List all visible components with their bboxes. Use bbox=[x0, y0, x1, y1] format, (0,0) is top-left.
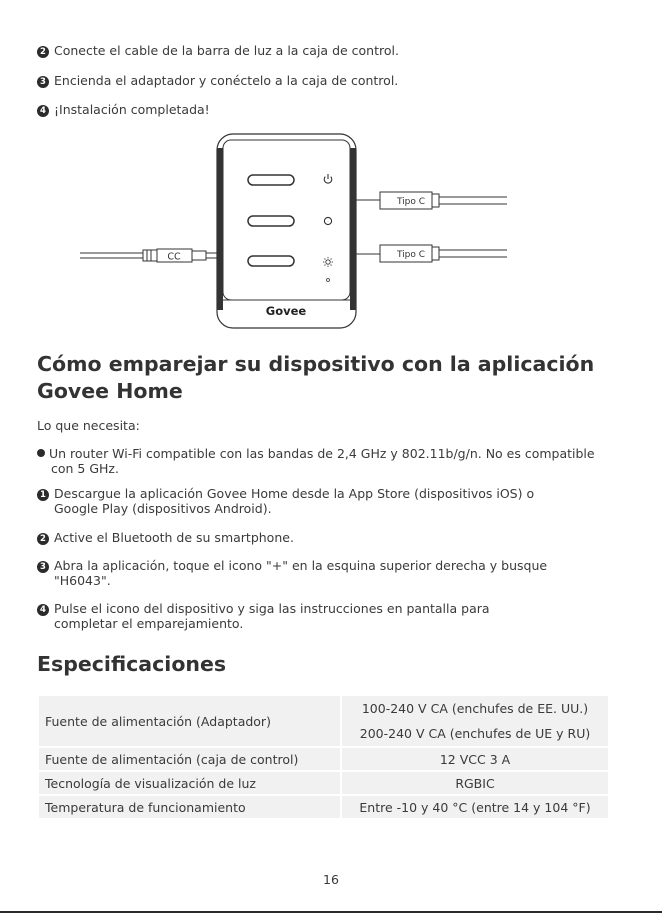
install-step-text: Encienda el adaptador y conéctelo a la caja de control. bbox=[54, 73, 399, 88]
pairing-title-line1: Cómo emparejar su dispositivo con la aplicación bbox=[37, 352, 595, 376]
install-step-text: ¡Instalación completada! bbox=[54, 102, 210, 117]
specs-table bbox=[37, 694, 610, 820]
install-step-2 bbox=[37, 43, 399, 58]
mode-button bbox=[248, 216, 294, 226]
install-step-4 bbox=[37, 102, 210, 117]
table-row bbox=[38, 747, 609, 771]
pairing-step-text-line1: Descargue la aplicación Govee Home desde la App Store (dispositivos iOS) o bbox=[54, 486, 535, 501]
spec-value: 12 VCC 3 A bbox=[341, 747, 609, 771]
step-number-badge: 2 bbox=[37, 46, 49, 58]
pairing-step-2 bbox=[37, 530, 294, 545]
spec-label: Temperatura de funcionamiento bbox=[38, 795, 341, 819]
spec-value-line2: 200-240 V CA (enchufes de UE y RU) bbox=[359, 726, 591, 741]
step-number-badge: 4 bbox=[37, 604, 49, 616]
brightness-button bbox=[248, 256, 294, 266]
spec-label: Fuente de alimentación (caja de control) bbox=[38, 747, 341, 771]
pairing-step-4 bbox=[37, 601, 490, 631]
power-button bbox=[248, 175, 294, 185]
usb-c-cable-1 bbox=[356, 192, 507, 209]
step-number-badge: 1 bbox=[37, 489, 49, 501]
pairing-step-3 bbox=[37, 558, 547, 588]
spec-value: Entre -10 y 40 °C (entre 14 y 104 °F) bbox=[341, 795, 609, 819]
spec-value-line1: 100-240 V CA (enchufes de EE. UU.) bbox=[361, 701, 589, 716]
usb-c-label-2: Tipo C bbox=[396, 250, 426, 260]
pairing-step-text-line1: Active el Bluetooth de su smartphone. bbox=[54, 530, 294, 545]
brand-logo: Govee bbox=[265, 304, 307, 318]
bullet-icon bbox=[37, 449, 45, 457]
table-row bbox=[38, 771, 609, 795]
usb-c-label-1: Tipo C bbox=[396, 197, 426, 207]
pairing-title-line2: Govee Home bbox=[37, 379, 183, 403]
requirement-item bbox=[37, 446, 595, 476]
specs-title: Especificaciones bbox=[37, 652, 227, 676]
dc-label: CC bbox=[167, 251, 181, 263]
footer-divider bbox=[0, 911, 662, 913]
spec-label: Tecnología de visualización de luz bbox=[38, 771, 341, 795]
requirement-text-line1: Un router Wi-Fi compatible con las bandas de 2,4 GHz y 802.11b/g/n. No es compatible bbox=[49, 446, 595, 461]
pairing-step-text-line1: Pulse el icono del dispositivo y siga las instrucciones en pantalla para bbox=[54, 601, 490, 616]
spec-label: Fuente de alimentación (Adaptador) bbox=[38, 695, 341, 747]
step-number-badge: 2 bbox=[37, 533, 49, 545]
step-number-badge: 3 bbox=[37, 561, 49, 573]
pairing-step-text-line1: Abra la aplicación, toque el icono "+" en la esquina superior derecha y busque bbox=[54, 558, 548, 573]
requirement-text-line2: con 5 GHz. bbox=[51, 461, 119, 476]
pairing-step-text-line2: "H6043". bbox=[54, 573, 111, 588]
usb-c-cable-2 bbox=[356, 245, 507, 262]
spec-value: RGBIC bbox=[341, 771, 609, 795]
page-number: 16 bbox=[323, 872, 339, 887]
control-box-diagram bbox=[0, 128, 662, 333]
spec-value bbox=[341, 695, 609, 747]
control-box bbox=[217, 134, 356, 328]
table-row bbox=[38, 695, 609, 747]
step-number-badge: 4 bbox=[37, 105, 49, 117]
install-step-3 bbox=[37, 73, 398, 88]
dc-cable bbox=[80, 249, 217, 262]
table-row bbox=[38, 795, 609, 819]
step-number-badge: 3 bbox=[37, 76, 49, 88]
needs-label: Lo que necesita: bbox=[37, 418, 140, 433]
pairing-step-text-line2: completar el emparejamiento. bbox=[54, 616, 244, 631]
install-step-text: Conecte el cable de la barra de luz a la caja de control. bbox=[54, 43, 399, 58]
pairing-step-text-line2: Google Play (dispositivos Android). bbox=[54, 501, 272, 516]
pairing-step-1 bbox=[37, 486, 534, 516]
